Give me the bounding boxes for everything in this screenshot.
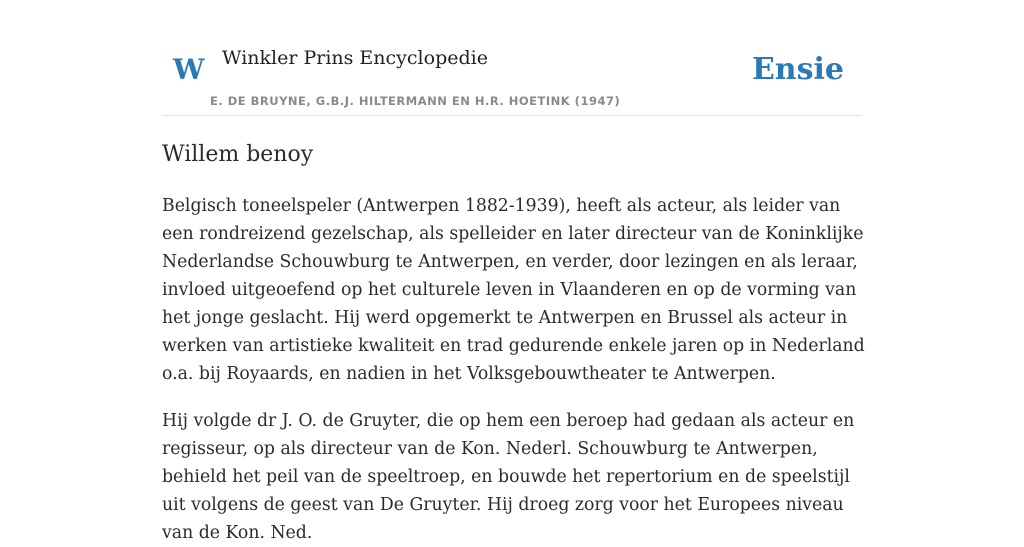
header: [162, 0, 862, 116]
encyclopedia-logo[interactable]: W: [173, 53, 205, 86]
article-paragraph: Belgisch toneelspeler (Antwerpen 1882-1939), heeft als acteur, als leider van een rondreizend gezelschap, als spelleider en later directeur van de Koninklijke Nederlandse Schouwburg te Antwerpen, en verder, door lezingen en als leraar, invloed uitgeoefend op het culturele leven in Vlaanderen en op de vorming van het jonge geslacht. Hij werd opgemerkt te Antwerpen en Brussel als acteur in werken van artistieke kwaliteit en trad gedurende enkele jaren op in Nederland o.a. bij Royaards, en nadien in het Volksgebouwtheater te Antwerpen.: [162, 196, 865, 384]
ensie-home-link[interactable]: Ensie: [751, 52, 844, 87]
encyclopedia-title[interactable]: Winkler Prins Encyclopedie: [222, 47, 488, 69]
encyclopedia-authors: E. DE BRUYNE, G.B.J. HILTERMANN EN H.R. HOETINK (1947): [210, 94, 621, 108]
article: [162, 139, 868, 547]
article-paragraph: Hij volgde dr J. O. de Gruyter, die op hem een beroep had gedaan als acteur en regisseur, op als directeur van de Kon. Nederl. Schouwburg te Antwerpen, behield het peil van de speeltroep, en bouwde het repertorium en de speelstijl uit volgens de geest van De Gruyter. Hij droeg zorg voor het Europees niveau van de Kon. Ned.: [162, 411, 855, 543]
article-title: Willem benoy: [162, 142, 314, 167]
